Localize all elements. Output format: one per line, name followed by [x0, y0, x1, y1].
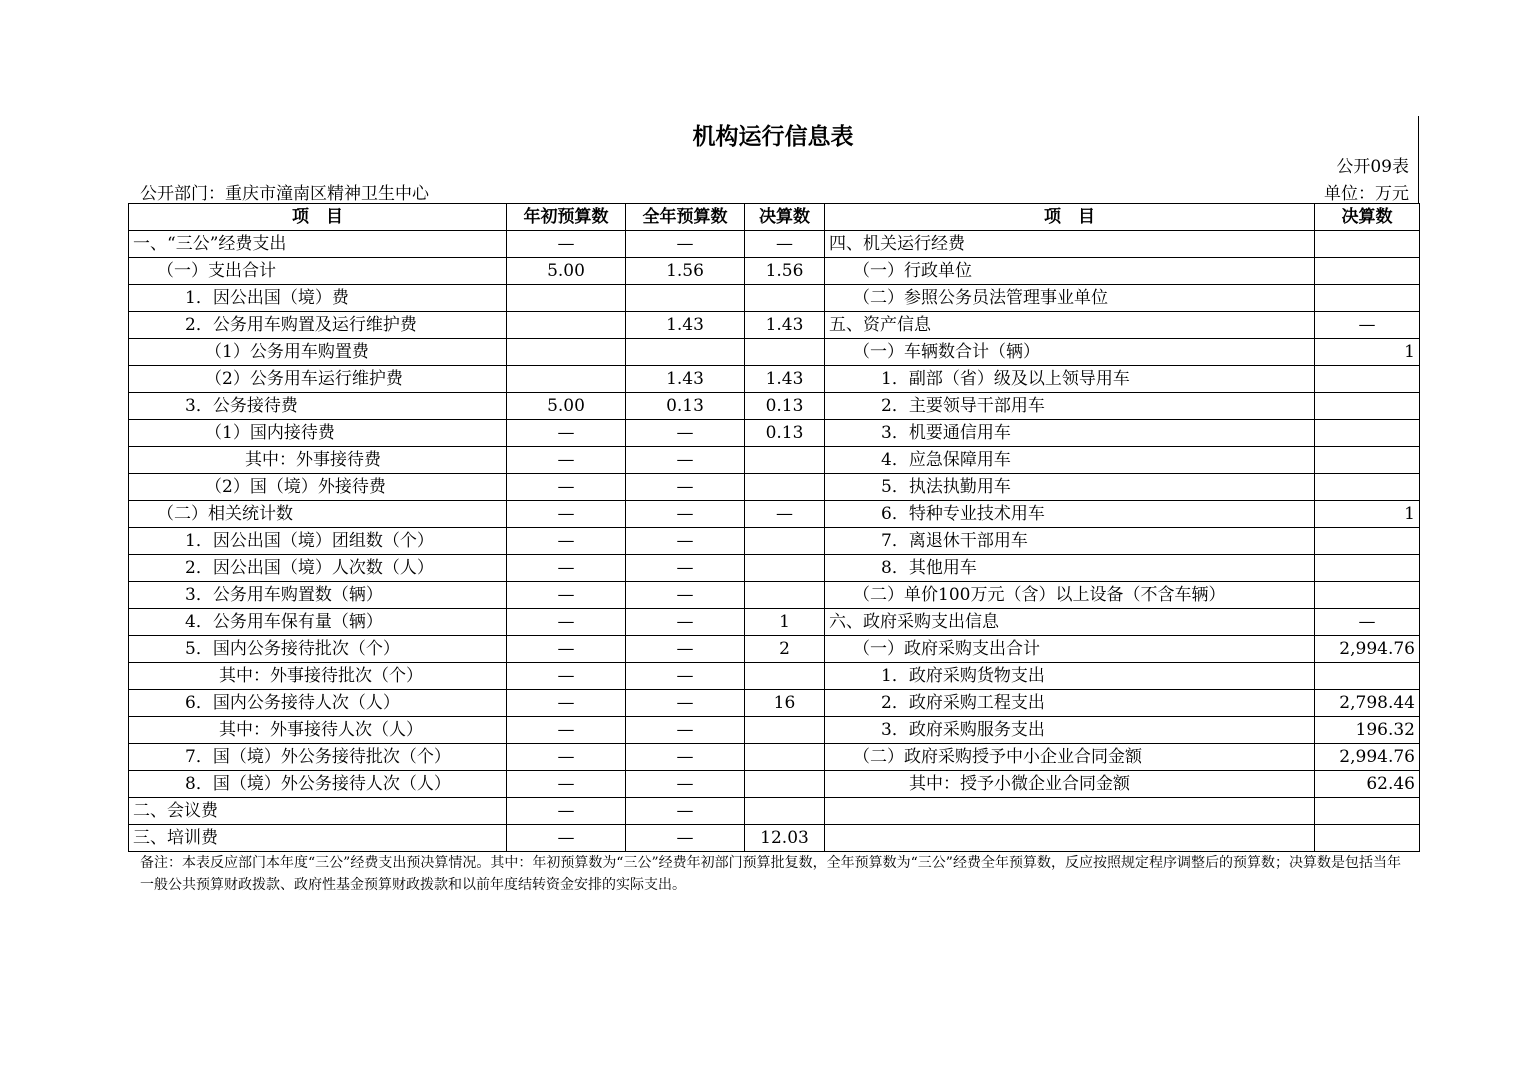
final-right-cell: [1315, 393, 1420, 420]
final-right-cell: 2,994.76: [1315, 744, 1420, 771]
begin-budget-cell: —: [507, 663, 626, 690]
left-item-cell: 7．国（境）外公务接待批次（个）: [129, 744, 507, 771]
year-budget-cell: —: [626, 231, 745, 258]
final-left-cell: [745, 474, 825, 501]
right-item-cell: 其中：授予小微企业合同金额: [825, 771, 1315, 798]
table-row: [129, 501, 1420, 528]
footnote: 备注：本表反应部门本年度“三公”经费支出预决算情况。其中：年初预算数为“三公”经费年初部门预算批复数，全年预算数为“三公”经费全年预算数，反应按照规定程序调整后的预算数；决算数是包括当年一般公共预算财政拨款、政府性基金预算财政拨款和以前年度结转资金安排的实际支出。: [140, 855, 1401, 893]
final-right-cell: [1315, 528, 1420, 555]
right-item-cell: （一）行政单位: [825, 258, 1315, 285]
table-row: [129, 555, 1420, 582]
year-budget-cell: 1.56: [626, 258, 745, 285]
left-item-cell: （一）支出合计: [129, 258, 507, 285]
left-item-cell: 1．因公出国（境）团组数（个）: [129, 528, 507, 555]
table-row: [129, 420, 1420, 447]
begin-budget-cell: —: [507, 690, 626, 717]
right-item-cell: [825, 798, 1315, 825]
table-row: [129, 609, 1420, 636]
table-row: [129, 447, 1420, 474]
year-budget-cell: —: [626, 501, 745, 528]
left-item-cell: 3．公务接待费: [129, 393, 507, 420]
page-title: 机构运行信息表: [692, 123, 854, 150]
final-left-cell: 12.03: [745, 825, 825, 852]
final-right-cell: [1315, 555, 1420, 582]
right-item-cell: 四、机关运行经费: [825, 231, 1315, 258]
year-budget-cell: 1.43: [626, 312, 745, 339]
final-right-cell: [1315, 447, 1420, 474]
year-budget-cell: —: [626, 744, 745, 771]
table-row: [129, 717, 1420, 744]
table-row: [129, 582, 1420, 609]
final-right-cell: [1315, 798, 1420, 825]
right-item-cell: 2．主要领导干部用车: [825, 393, 1315, 420]
begin-budget-cell: —: [507, 771, 626, 798]
year-budget-cell: —: [626, 663, 745, 690]
year-budget-cell: —: [626, 582, 745, 609]
final-right-cell: 1: [1315, 339, 1420, 366]
final-right-cell: [1315, 231, 1420, 258]
table-row: [129, 825, 1420, 852]
final-right-cell: —: [1315, 312, 1420, 339]
begin-budget-cell: —: [507, 798, 626, 825]
final-right-cell: [1315, 582, 1420, 609]
table-row: [129, 366, 1420, 393]
table-row: [129, 528, 1420, 555]
final-left-cell: —: [745, 501, 825, 528]
final-left-cell: 1: [745, 609, 825, 636]
year-budget-cell: —: [626, 825, 745, 852]
department-label: 公开部门：重庆市潼南区精神卫生中心: [140, 184, 429, 204]
year-budget-cell: —: [626, 771, 745, 798]
begin-budget-cell: [507, 366, 626, 393]
final-left-cell: [745, 663, 825, 690]
header-begin-budget: 年初预算数: [507, 204, 626, 231]
final-left-cell: [745, 771, 825, 798]
final-left-cell: [745, 528, 825, 555]
final-right-cell: [1315, 258, 1420, 285]
left-item-cell: 其中：外事接待人次（人）: [129, 717, 507, 744]
final-right-cell: —: [1315, 609, 1420, 636]
begin-budget-cell: [507, 312, 626, 339]
table-header-row: [129, 204, 1420, 231]
final-right-cell: [1315, 285, 1420, 312]
final-left-cell: 0.13: [745, 420, 825, 447]
table-row: [129, 312, 1420, 339]
year-budget-cell: —: [626, 798, 745, 825]
left-item-cell: 4．公务用车保有量（辆）: [129, 609, 507, 636]
left-item-cell: 其中：外事接待批次（个）: [129, 663, 507, 690]
right-item-cell: 5．执法执勤用车: [825, 474, 1315, 501]
final-left-cell: 1.43: [745, 366, 825, 393]
year-budget-cell: —: [626, 555, 745, 582]
header-final-left: 决算数: [745, 204, 825, 231]
right-item-cell: （二）政府采购授予中小企业合同金额: [825, 744, 1315, 771]
left-item-cell: 6．国内公务接待人次（人）: [129, 690, 507, 717]
table-row: [129, 474, 1420, 501]
right-item-cell: （一）车辆数合计（辆）: [825, 339, 1315, 366]
begin-budget-cell: —: [507, 582, 626, 609]
final-left-cell: 1.56: [745, 258, 825, 285]
begin-budget-cell: —: [507, 528, 626, 555]
final-right-cell: 196.32: [1315, 717, 1420, 744]
final-left-cell: [745, 717, 825, 744]
year-budget-cell: —: [626, 690, 745, 717]
year-budget-cell: —: [626, 528, 745, 555]
final-left-cell: [745, 285, 825, 312]
right-item-cell: 6．特种专业技术用车: [825, 501, 1315, 528]
right-item-cell: [825, 825, 1315, 852]
right-item-cell: 1．政府采购货物支出: [825, 663, 1315, 690]
left-item-cell: 其中：外事接待费: [129, 447, 507, 474]
header-year-budget: 全年预算数: [626, 204, 745, 231]
year-budget-cell: [626, 339, 745, 366]
final-right-cell: 2,994.76: [1315, 636, 1420, 663]
right-item-cell: 7．离退休干部用车: [825, 528, 1315, 555]
right-item-cell: 8．其他用车: [825, 555, 1315, 582]
table-row: [129, 744, 1420, 771]
begin-budget-cell: —: [507, 420, 626, 447]
begin-budget-cell: —: [507, 717, 626, 744]
left-item-cell: 1．因公出国（境）费: [129, 285, 507, 312]
table-row: [129, 663, 1420, 690]
right-item-cell: （二）参照公务员法管理事业单位: [825, 285, 1315, 312]
final-right-cell: 1: [1315, 501, 1420, 528]
table-row: [129, 636, 1420, 663]
header-item-right: 项 目: [825, 204, 1315, 231]
right-item-cell: 4．应急保障用车: [825, 447, 1315, 474]
year-budget-cell: —: [626, 420, 745, 447]
begin-budget-cell: 5.00: [507, 258, 626, 285]
right-item-cell: 1．副部（省）级及以上领导用车: [825, 366, 1315, 393]
left-item-cell: 三、培训费: [129, 825, 507, 852]
left-item-cell: 二、会议费: [129, 798, 507, 825]
final-right-cell: [1315, 366, 1420, 393]
form-number: 公开09表: [1336, 157, 1409, 177]
final-left-cell: [745, 339, 825, 366]
table-row: [129, 339, 1420, 366]
final-left-cell: [745, 555, 825, 582]
left-item-cell: 2．公务用车购置及运行维护费: [129, 312, 507, 339]
final-right-cell: [1315, 420, 1420, 447]
left-item-cell: 2．因公出国（境）人次数（人）: [129, 555, 507, 582]
begin-budget-cell: [507, 339, 626, 366]
left-item-cell: （1）公务用车购置费: [129, 339, 507, 366]
final-left-cell: [745, 447, 825, 474]
final-left-cell: [745, 744, 825, 771]
right-item-cell: 3．机要通信用车: [825, 420, 1315, 447]
right-item-cell: （一）政府采购支出合计: [825, 636, 1315, 663]
final-left-cell: 1.43: [745, 312, 825, 339]
table-row: [129, 798, 1420, 825]
begin-budget-cell: 5.00: [507, 393, 626, 420]
right-item-cell: 六、政府采购支出信息: [825, 609, 1315, 636]
year-budget-cell: —: [626, 447, 745, 474]
header-item-left: 项 目: [129, 204, 507, 231]
left-item-cell: 8．国（境）外公务接待人次（人）: [129, 771, 507, 798]
begin-budget-cell: —: [507, 474, 626, 501]
year-budget-cell: —: [626, 609, 745, 636]
table-row: [129, 771, 1420, 798]
final-left-cell: 0.13: [745, 393, 825, 420]
left-item-cell: （二）相关统计数: [129, 501, 507, 528]
begin-budget-cell: —: [507, 555, 626, 582]
year-budget-cell: —: [626, 636, 745, 663]
final-left-cell: —: [745, 231, 825, 258]
table-row: [129, 690, 1420, 717]
left-item-cell: （1）国内接待费: [129, 420, 507, 447]
begin-budget-cell: —: [507, 609, 626, 636]
right-item-cell: 五、资产信息: [825, 312, 1315, 339]
final-left-cell: 2: [745, 636, 825, 663]
begin-budget-cell: —: [507, 447, 626, 474]
right-item-cell: （二）单价100万元（含）以上设备（不含车辆）: [825, 582, 1315, 609]
table-row: [129, 393, 1420, 420]
begin-budget-cell: [507, 285, 626, 312]
final-right-cell: [1315, 663, 1420, 690]
final-right-cell: 2,798.44: [1315, 690, 1420, 717]
right-item-cell: 3．政府采购服务支出: [825, 717, 1315, 744]
final-right-cell: [1315, 825, 1420, 852]
begin-budget-cell: —: [507, 231, 626, 258]
unit-label: 单位：万元: [1324, 184, 1409, 204]
final-left-cell: [745, 798, 825, 825]
begin-budget-cell: —: [507, 501, 626, 528]
final-left-cell: 16: [745, 690, 825, 717]
left-item-cell: 3．公务用车购置数（辆）: [129, 582, 507, 609]
right-item-cell: 2．政府采购工程支出: [825, 690, 1315, 717]
info-table: [128, 203, 1420, 852]
left-item-cell: 一、“三公”经费支出: [129, 231, 507, 258]
final-right-cell: 62.46: [1315, 771, 1420, 798]
begin-budget-cell: —: [507, 825, 626, 852]
table-row: [129, 231, 1420, 258]
header-final-right: 决算数: [1315, 204, 1420, 231]
begin-budget-cell: —: [507, 636, 626, 663]
year-budget-cell: [626, 285, 745, 312]
year-budget-cell: 0.13: [626, 393, 745, 420]
left-item-cell: （2）公务用车运行维护费: [129, 366, 507, 393]
table-row: [129, 285, 1420, 312]
begin-budget-cell: —: [507, 744, 626, 771]
table-row: [129, 258, 1420, 285]
year-budget-cell: —: [626, 717, 745, 744]
year-budget-cell: —: [626, 474, 745, 501]
final-left-cell: [745, 582, 825, 609]
final-right-cell: [1315, 474, 1420, 501]
left-item-cell: 5．国内公务接待批次（个）: [129, 636, 507, 663]
left-item-cell: （2）国（境）外接待费: [129, 474, 507, 501]
year-budget-cell: 1.43: [626, 366, 745, 393]
